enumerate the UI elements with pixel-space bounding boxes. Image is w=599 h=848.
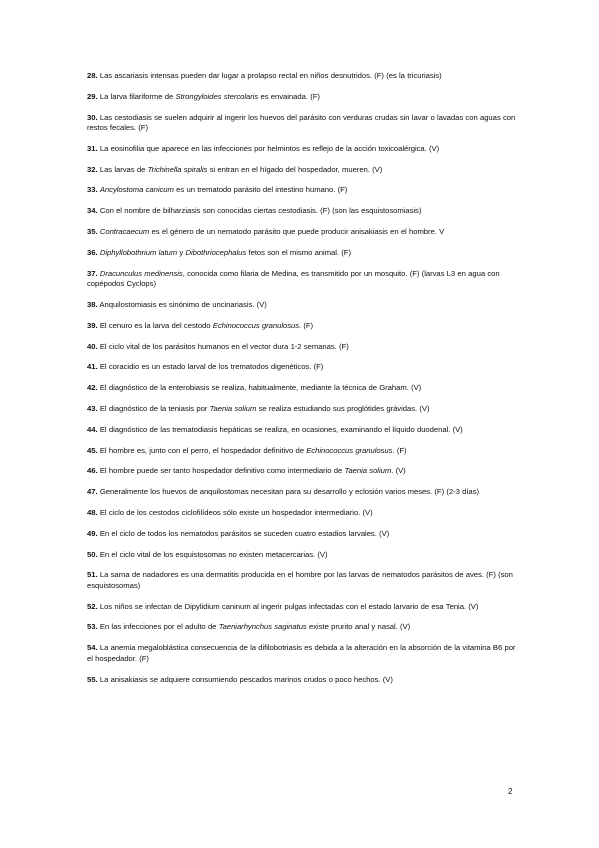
- question-text: En el ciclo vital de los esquistosomas no existen metacercarias. (V): [99, 549, 328, 559]
- question-text: fetos son el mismo animal. (F): [246, 247, 351, 257]
- species-name: Trichinella spiralis: [147, 164, 208, 174]
- question-text: si entran en el hígado del hospedador, mueren. (V): [207, 164, 383, 174]
- question-number: 31.: [87, 143, 98, 153]
- question-item: [87, 446, 517, 457]
- question-text: La larva filariforme de: [99, 91, 176, 101]
- question-number: 47.: [87, 487, 98, 497]
- question-text: El diagnóstico de las trematodiasis hepáticas se realiza, en ocasiones, examinando el líquido duodenal. (V): [99, 424, 463, 434]
- question-text: Las cestodiasis se suelen adquirir al ingerir los huevos del parásito con verduras crudas sin lavar o lavadas con aguas con restos fecales. (F): [87, 112, 516, 133]
- question-text: es un trematodo parásito del intestino humano. (F): [173, 185, 348, 195]
- question-text: El hombre es, junto con el perro, el hospedador definitivo de: [99, 445, 307, 455]
- question-item: [87, 675, 517, 686]
- species-name: Echinococcus granulosus: [212, 320, 300, 330]
- question-text: Los niños se infectan de Dipylidium caninum al ingerir pulgas infectadas con el estado larvario de esa Tenia. (V): [99, 601, 479, 611]
- species-name: Taenia solium: [344, 466, 392, 476]
- question-number: 52.: [87, 601, 98, 611]
- species-name: Diphyllobothrium latum: [99, 247, 178, 257]
- question-text: Las larvas de: [99, 164, 148, 174]
- species-name: Echinococcus granulosus: [306, 445, 393, 455]
- question-text: El ciclo vital de los parásitos humanos en el vector dura 1-2 semanas. (F): [99, 341, 349, 351]
- question-number: 54.: [87, 643, 98, 653]
- question-number: 49.: [87, 528, 98, 538]
- question-text: existe prurito anal y nasal. (V): [306, 622, 411, 632]
- question-text: La anemia megaloblástica consecuencia de la difilobotriasis es debida a la alteración en la absorción de la vitamina B6 por el hospedador. (F): [87, 643, 516, 663]
- question-item: [87, 383, 517, 394]
- question-number: 39.: [87, 320, 98, 330]
- question-text: El ciclo de los cestodos ciclofilídeos sólo existe un hospedador intermediario. (V): [99, 507, 373, 517]
- question-item: [87, 466, 517, 477]
- question-item: [87, 425, 517, 436]
- question-item: [87, 300, 517, 311]
- question-text: El coracidio es un estado larval de los trematodos digenéticos. (F): [99, 362, 324, 372]
- question-number: 37.: [87, 268, 98, 278]
- question-text: El cenuro es la larva del cestodo: [99, 320, 213, 330]
- question-item: [87, 206, 517, 217]
- question-item: [87, 269, 517, 290]
- question-number: 30.: [87, 112, 98, 122]
- question-text: , conocida como filaria de Medina, es transmitido por un mosquito. (F) (larvas L3 en agua con copépodos Cyclops): [87, 268, 500, 289]
- question-item: [87, 185, 517, 196]
- question-number: 51.: [87, 570, 98, 580]
- question-item: [87, 550, 517, 561]
- question-number: 45.: [87, 445, 98, 455]
- question-text: La eosinofilia que aparece en las infecciones por helmintos es reflejo de la acción toxicoalérgica. (V): [99, 143, 440, 153]
- question-number: 50.: [87, 549, 98, 559]
- question-number: 55.: [87, 674, 98, 684]
- question-item: [87, 144, 517, 155]
- species-name: Dibothriocephalus: [185, 247, 247, 257]
- question-number: 46.: [87, 466, 98, 476]
- page-number: 2: [508, 787, 513, 796]
- question-number: 29.: [87, 91, 98, 101]
- question-text: La sarna de nadadores es una dermatitis producida en el hombre por las larvas de nematodos parásitos de aves. (F) (son esquistosomas): [87, 570, 513, 590]
- question-text: El diagnóstico de la teniasis por: [99, 403, 210, 413]
- question-item: [87, 321, 517, 332]
- question-text: . (F): [299, 320, 314, 330]
- species-name: Dracunculus medinensis: [99, 268, 183, 278]
- question-text: se realiza estudiando sus proglótides grávidas. (V): [256, 403, 430, 413]
- question-number: 43.: [87, 403, 98, 413]
- question-item: [87, 165, 517, 176]
- question-item: [87, 92, 517, 103]
- question-text: Anquilostomiasis es sinónimo de uncinariasis. (V): [99, 299, 267, 309]
- question-text: . (F): [392, 445, 407, 455]
- question-number: 40.: [87, 341, 98, 351]
- question-item: [87, 602, 517, 613]
- question-number: 36.: [87, 247, 98, 257]
- question-item: [87, 113, 517, 134]
- question-item: [87, 342, 517, 353]
- question-number: 53.: [87, 622, 98, 632]
- question-item: [87, 404, 517, 415]
- question-number: 32.: [87, 164, 98, 174]
- question-number: 42.: [87, 383, 98, 393]
- question-number: 48.: [87, 507, 98, 517]
- question-text: . (V): [391, 466, 406, 476]
- question-number: 33.: [87, 185, 98, 195]
- question-item: [87, 362, 517, 373]
- question-number: 38.: [87, 299, 98, 309]
- question-text: El hombre puede ser tanto hospedador definitivo como intermediario de: [99, 466, 345, 476]
- species-name: Contracaecum: [99, 227, 150, 237]
- species-name: Ancylostoma canicum: [99, 185, 174, 195]
- question-item: [87, 622, 517, 633]
- question-item: [87, 71, 517, 82]
- question-text: Las ascariasis intensas pueden dar lugar a prolapso rectal en niños desnutridos. (F) (es la tricuriasis): [99, 71, 442, 80]
- question-item: [87, 508, 517, 519]
- question-text: La anisakiasis se adquiere consumiendo pescados marinos crudos o poco hechos. (V): [99, 674, 393, 684]
- species-name: Strongyloides stercolaris: [175, 91, 259, 101]
- question-item: [87, 248, 517, 259]
- species-name: Taenia solium: [209, 403, 257, 413]
- question-number: 34.: [87, 206, 98, 216]
- question-text: Generalmente los huevos de anquilostomas necesitan para su desarrollo y eclosión varios meses. (F) (2-3 días): [99, 487, 479, 497]
- species-name: Taeniarhynchus saginatus: [218, 622, 307, 632]
- question-text: En las infecciones por el adulto de: [99, 622, 219, 632]
- question-item: [87, 529, 517, 540]
- question-item: [87, 643, 517, 664]
- question-text: El diagnóstico de la enterobiasis se realiza, habitualmente, mediante la técnica de Graham. (V): [99, 383, 422, 393]
- question-text: Con el nombre de bilharziasis son conocidas ciertas cestodiasis. (F) (son las esquistosomiasis): [99, 206, 422, 216]
- question-item: [87, 487, 517, 498]
- question-list: [87, 71, 517, 695]
- question-number: 35.: [87, 227, 98, 237]
- question-text: es envainada. (F): [258, 91, 320, 101]
- question-text: es el género de un nematodo parásito que puede producir anisakiasis en el hombre. V: [149, 227, 445, 237]
- question-number: 28.: [87, 71, 98, 80]
- question-number: 41.: [87, 362, 98, 372]
- question-text: y: [177, 247, 186, 257]
- question-item: [87, 570, 517, 591]
- question-number: 44.: [87, 424, 98, 434]
- question-text: En el ciclo de todos los nematodos parásitos se suceden cuatro estadios larvales. (V): [99, 528, 390, 538]
- question-item: [87, 227, 517, 238]
